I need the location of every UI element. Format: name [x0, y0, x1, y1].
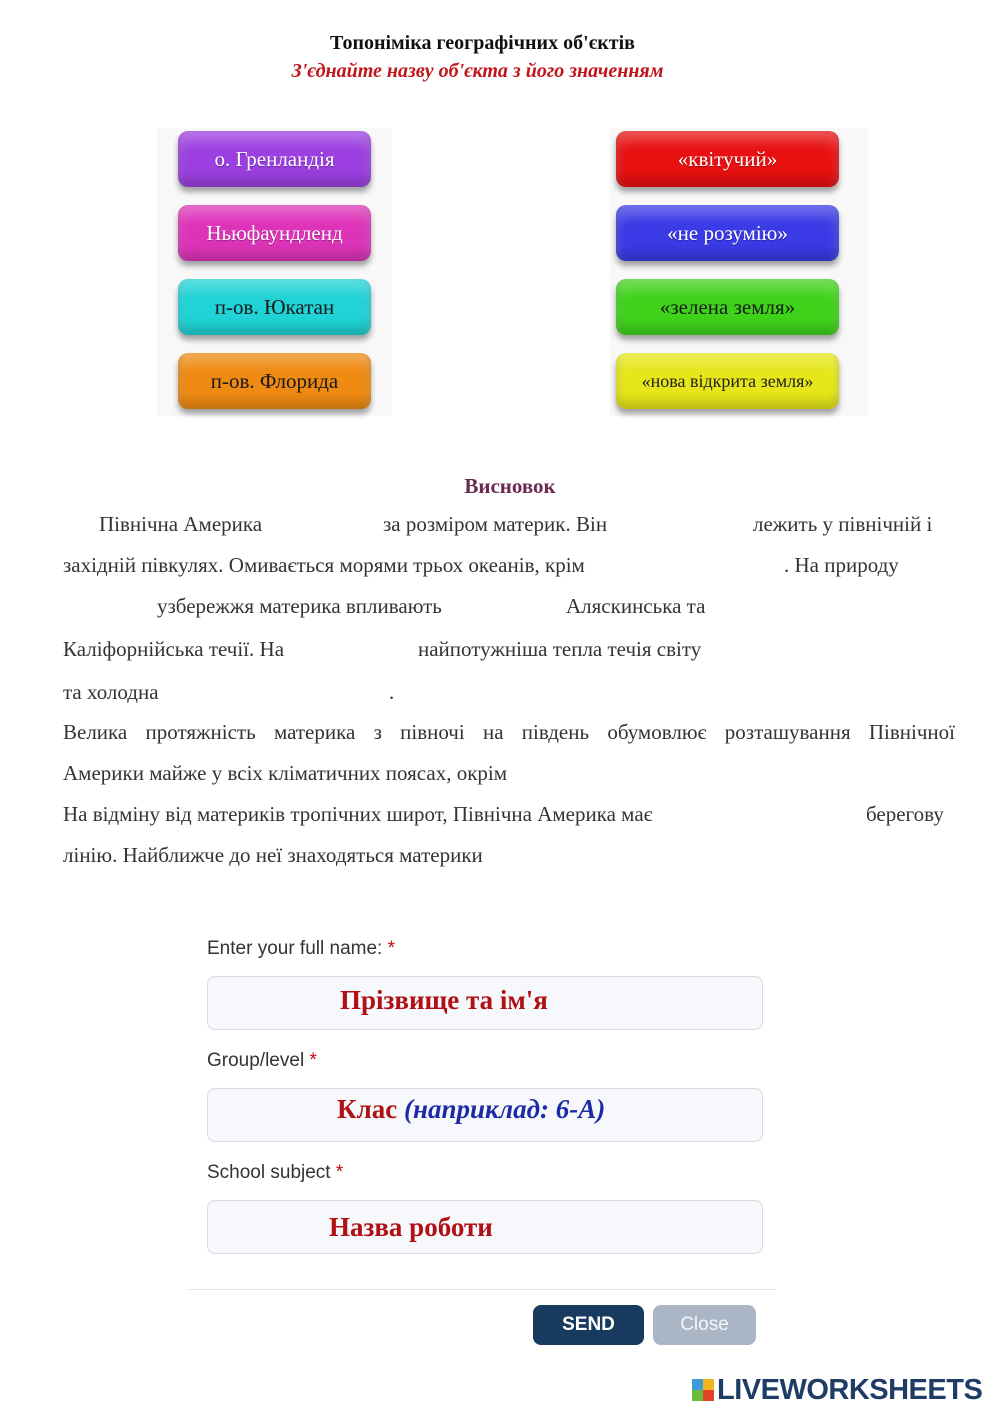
- text-line: Каліфорнійська течії. На: [63, 637, 285, 661]
- worksheet-title: Топоніміка географічних об'єктів: [330, 32, 635, 54]
- liveworksheets-logo: [692, 1373, 983, 1406]
- text-line: Велика протяжність материка з півночі на південь обумовлює розташування Північної: [63, 720, 955, 744]
- text-line: Північна Америка: [99, 512, 263, 536]
- text-line: . На природу: [784, 553, 899, 577]
- required-mark: *: [387, 938, 395, 959]
- text-line: та холодна: [63, 680, 159, 704]
- match-left-florida[interactable]: [178, 353, 371, 409]
- group-label: Group/level: [207, 1050, 305, 1071]
- match-right-blooming[interactable]: [616, 131, 839, 187]
- full-name-field[interactable]: [207, 976, 763, 1030]
- text-line: західній півкулях. Омивається морями трьох океанів, крім: [63, 553, 585, 577]
- worksheet-instruction: З'єднайте назву об'єкта з його значенням: [291, 60, 664, 82]
- match-label: п-ов. Юкатан: [214, 294, 335, 319]
- match-label: о. Гренландія: [214, 146, 335, 171]
- match-label: «не розумію»: [667, 220, 788, 245]
- match-left-newfoundland[interactable]: [178, 205, 371, 261]
- match-label: п-ов. Флорида: [210, 368, 339, 393]
- group-level-field[interactable]: [207, 1088, 763, 1142]
- text-line: найпотужніша тепла течія світу: [418, 637, 702, 661]
- text-line: лінію. Найближче до неї знаходяться материки: [63, 843, 483, 867]
- name-label-row: [207, 938, 395, 960]
- match-right-green-land[interactable]: [616, 279, 839, 335]
- full-name-value: Прізвище та ім'я: [340, 985, 548, 1015]
- match-right-new-found-land[interactable]: [616, 353, 839, 409]
- liveworksheets-logo-icon: [692, 1379, 714, 1401]
- match-label: «зелена земля»: [659, 294, 796, 319]
- liveworksheets-logo-text: LIVEWORKSHEETS: [717, 1373, 983, 1406]
- subject-label: School subject: [207, 1162, 331, 1183]
- conclusion-heading: Висновок: [464, 474, 556, 498]
- send-button[interactable]: SEND: [533, 1305, 644, 1345]
- school-subject-value: Назва роботи: [329, 1212, 493, 1242]
- text-line: узбережжя материка впливають: [157, 594, 442, 618]
- group-level-value: [337, 1094, 605, 1125]
- text-line: Аляскинська та: [566, 594, 706, 618]
- group-label-row: [207, 1050, 317, 1072]
- text-line: берегову: [866, 802, 944, 826]
- match-label: «нова відкрита земля»: [641, 370, 814, 391]
- group-value-example: (наприклад: 6-А): [403, 1094, 606, 1124]
- match-label: Ньюфаундленд: [206, 220, 343, 245]
- close-button[interactable]: Close: [653, 1305, 756, 1345]
- subject-label-row: [207, 1162, 343, 1184]
- match-right-dont-understand[interactable]: [616, 205, 839, 261]
- match-left-greenland[interactable]: [178, 131, 371, 187]
- text-line: На відміну від материків тропічних широт, Північна Америка має: [63, 802, 653, 826]
- text-line: Америки майже у всіх кліматичних поясах, окрім: [63, 761, 508, 785]
- match-label: «квітучий»: [677, 146, 778, 171]
- school-subject-field[interactable]: [207, 1200, 763, 1254]
- text-line: лежить у північній і: [753, 512, 933, 536]
- form-divider: [188, 1289, 776, 1290]
- match-left-yucatan[interactable]: [178, 279, 371, 335]
- required-mark: *: [309, 1050, 317, 1071]
- text-line: за розміром материк. Він: [383, 512, 608, 536]
- name-label: Enter your full name:: [207, 938, 383, 959]
- required-mark: *: [335, 1162, 344, 1183]
- group-value-class: Клас: [337, 1094, 398, 1124]
- text-line: .: [389, 680, 395, 704]
